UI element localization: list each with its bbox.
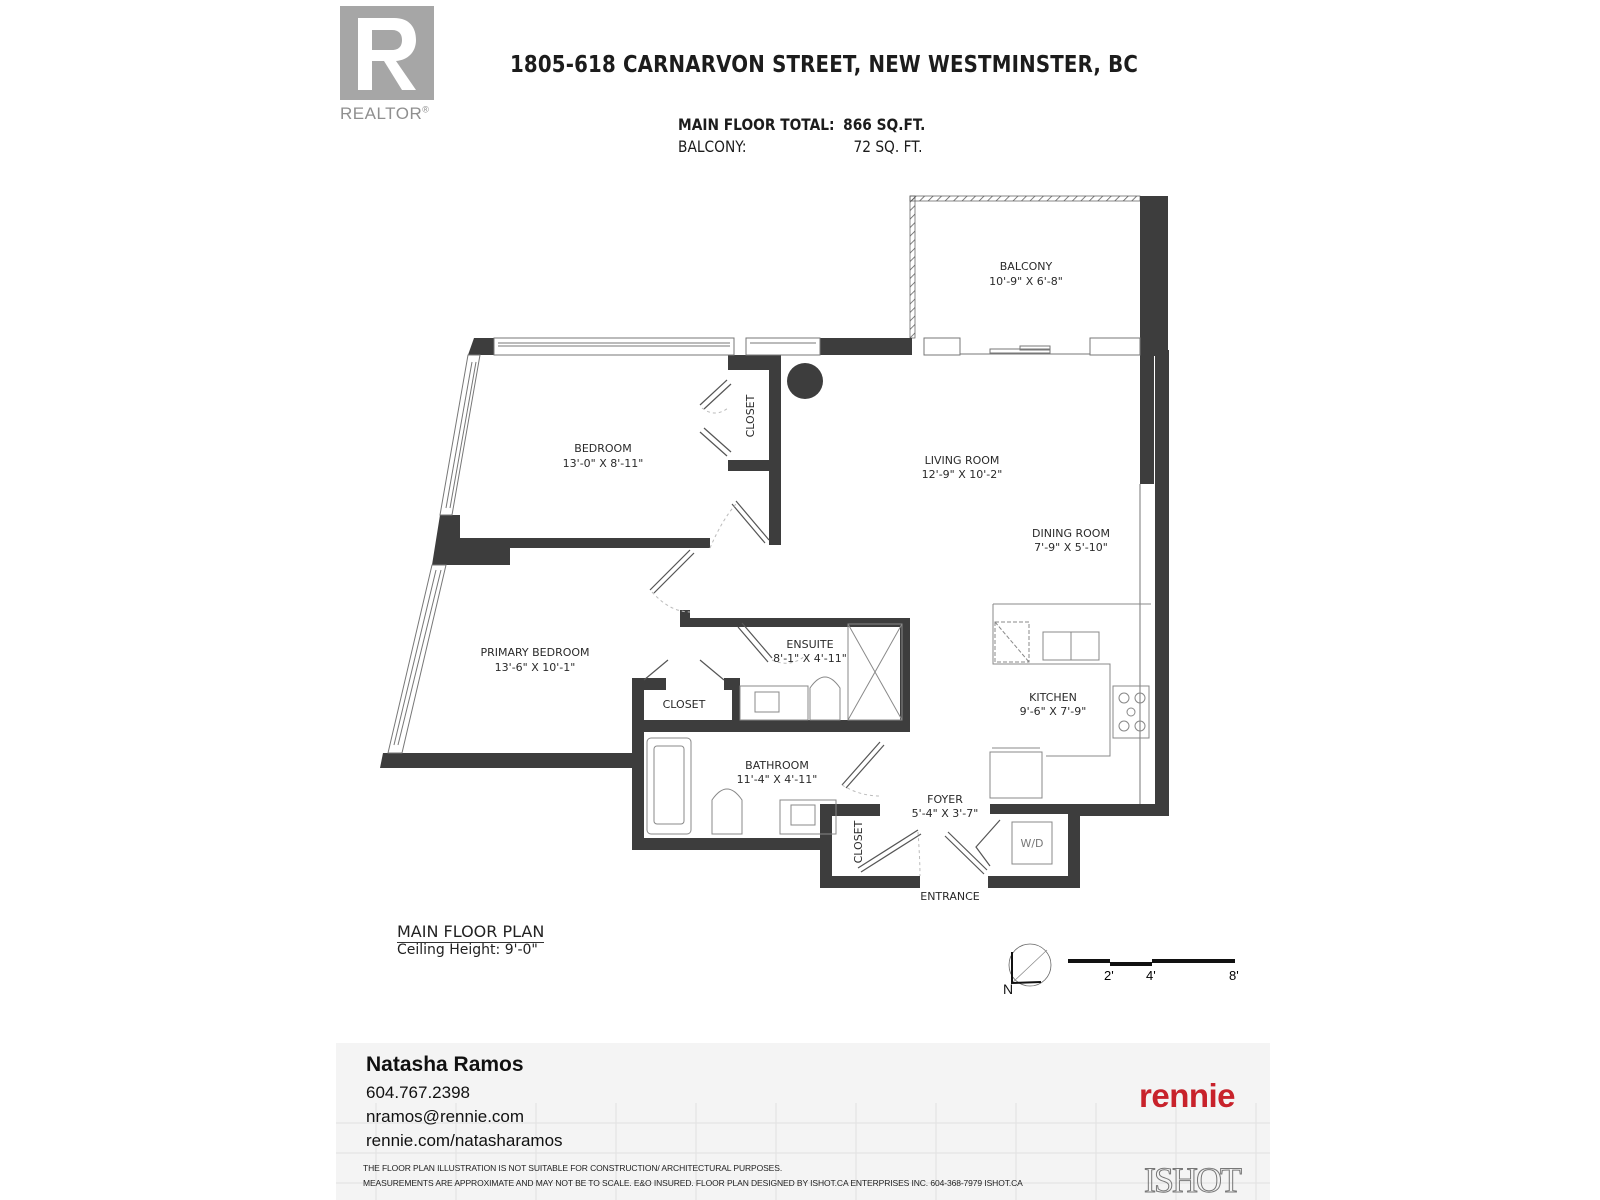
scale-bar bbox=[1068, 959, 1239, 983]
room-bedroom-name: BEDROOM bbox=[574, 442, 632, 455]
room-balcony-dims: 10'-9" X 6'-8" bbox=[989, 275, 1063, 288]
room-ensuite-name: ENSUITE bbox=[786, 638, 834, 651]
ishot-logo: ISHOT bbox=[1144, 1160, 1240, 1200]
room-bathroom-dims: 11'-4" X 4'-11" bbox=[736, 773, 818, 786]
room-kitchen-name: KITCHEN bbox=[1029, 691, 1077, 704]
room-dining-dims: 7'-9" X 5'-10" bbox=[1034, 541, 1108, 554]
room-ensuite-dims: 8'-1" X 4'-11" bbox=[773, 652, 847, 665]
agent-footer bbox=[336, 1043, 1270, 1200]
room-balcony-name: BALCONY bbox=[999, 260, 1053, 273]
room-dining-name: DINING ROOM bbox=[1032, 527, 1110, 540]
column bbox=[787, 363, 823, 399]
room-foyer-dims: 5'-4" X 3'-7" bbox=[911, 807, 979, 820]
room-foyer-closet: CLOSET bbox=[852, 820, 865, 864]
north-label: N bbox=[1003, 981, 1014, 997]
rennie-logo: rennie bbox=[1139, 1077, 1236, 1114]
agent-email[interactable]: nramos@rennie.com bbox=[366, 1107, 525, 1126]
room-kitchen-dims: 9'-6" X 7'-9" bbox=[1019, 705, 1087, 718]
plan-title: MAIN FLOOR PLAN bbox=[397, 922, 545, 941]
room-bedroom-dims: 13'-0" X 8'-11" bbox=[562, 457, 644, 470]
ceiling-height: Ceiling Height: 9'-0" bbox=[397, 942, 538, 958]
svg-text:8': 8' bbox=[1229, 968, 1239, 983]
svg-text:2': 2' bbox=[1104, 968, 1114, 983]
svg-text:4': 4' bbox=[1146, 968, 1156, 983]
realtor-wordmark: REALTOR® bbox=[340, 104, 430, 123]
entrance-label: ENTRANCE bbox=[920, 890, 980, 903]
room-bedroom-closet: CLOSET bbox=[744, 394, 757, 438]
north-arrow-icon bbox=[1003, 944, 1051, 997]
windows bbox=[388, 338, 1140, 804]
disclaimer-line-1: THE FLOOR PLAN ILLUSTRATION IS NOT SUITABLE FOR CONSTRUCTION/ ARCHITECTURAL PURPOSES. bbox=[363, 1163, 783, 1173]
room-bathroom-name: BATHROOM bbox=[745, 759, 809, 772]
room-washer-dryer: W/D bbox=[1020, 837, 1044, 850]
property-address: 1805-618 CARNARVON STREET, NEW WESTMINSTER, BC bbox=[510, 52, 1139, 78]
balcony-area: BALCONY: 72 SQ. FT. bbox=[678, 137, 923, 156]
main-floor-area: MAIN FLOOR TOTAL: 866 SQ.FT. bbox=[678, 115, 926, 134]
agent-name: Natasha Ramos bbox=[366, 1053, 524, 1076]
disclaimer-line-2: MEASUREMENTS ARE APPROXIMATE AND MAY NOT BE TO SCALE. E&O INSURED. FLOOR PLAN DESIGNED BY ISHOT.CA ENTERPRISES INC. 604-368-7979 ISHOT.CA bbox=[363, 1178, 1023, 1188]
room-foyer-name: FOYER bbox=[927, 793, 963, 806]
room-living-dims: 12'-9" X 10'-2" bbox=[921, 468, 1003, 481]
agent-phone[interactable]: 604.767.2398 bbox=[366, 1083, 470, 1102]
agent-website[interactable]: rennie.com/natasharamos bbox=[366, 1131, 563, 1150]
room-primary-name: PRIMARY BEDROOM bbox=[480, 646, 590, 659]
room-living-name: LIVING ROOM bbox=[924, 454, 1000, 467]
room-primary-closet: CLOSET bbox=[662, 698, 706, 711]
room-primary-dims: 13'-6" X 10'-1" bbox=[494, 661, 576, 674]
